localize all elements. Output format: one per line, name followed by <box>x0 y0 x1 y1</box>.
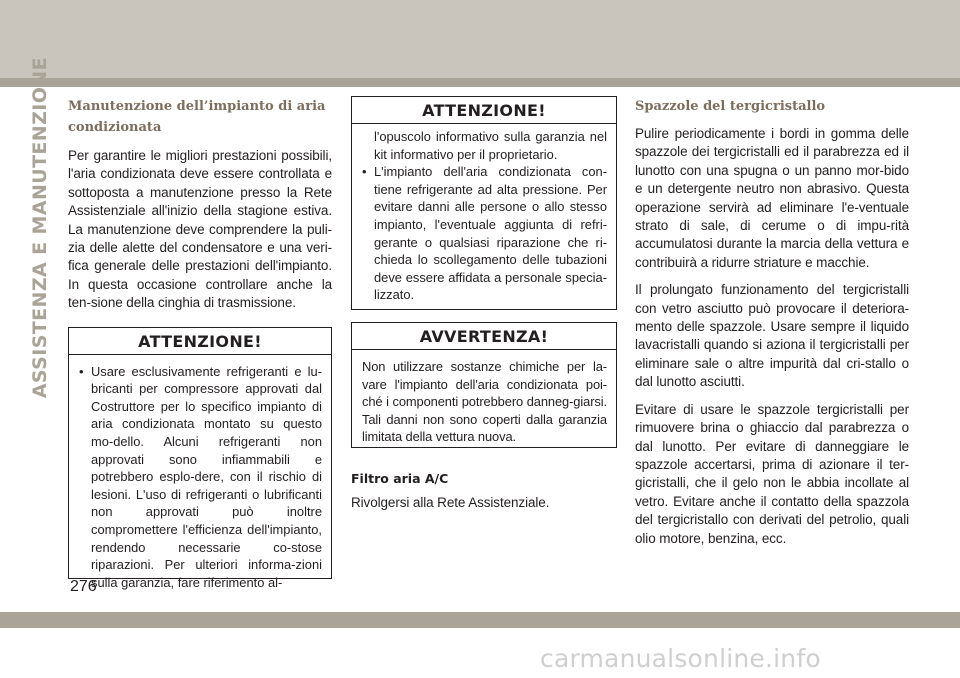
section-side-tab-label: ASSISTENZA E MANUTENZIONE <box>29 56 51 398</box>
bullet-icon: • <box>362 164 367 180</box>
warning-box-2-title: ATTENZIONE! <box>352 97 616 124</box>
wiper-heading: Spazzole del tergicristallo <box>635 99 826 114</box>
caution-text: Non utilizzare sostanze chimiche per la-vare l'impianto dell'aria condizionata poi-ché i componenti potrebbero danneg-giarsi. Tali danni non sono coperti dalla garanzia limitata della vettura nuova. <box>362 359 607 445</box>
section-side-tab <box>29 56 51 398</box>
wiper-paragraph-1: Pulire periodicamente i bordi in gomma delle spazzole dei tergicristalli ed il parabrezza ed il lunotto con una spugna o un panno mor-bido e un detergente neutro non abrasivo. Questa operazione servirà ad eliminare l'e-ventuale strato di sale, di cerume o di impu-rità accumulatosi durante la marcia della vettura e contribuirà a ridurre striature e macchie. <box>635 126 909 270</box>
warning-continuation-text: l'opuscolo informativo sulla garanzia nel kit informativo per il proprietario. <box>374 129 607 162</box>
warning-continuation <box>362 128 607 163</box>
wiper-paragraph-2: Il prolungato funzionamento del tergicristalli con vetro asciutto può provocare il deteriora-mento delle spazzole. Usare sempre il liquido lavacristalli quando si aziona il tergicristalli per eliminare sale o altre impurità dal cri-stallo o dal lunotto asciutti. <box>635 282 909 390</box>
warning-box-2-body <box>352 124 616 311</box>
bullet-icon: • <box>79 363 84 379</box>
warning-bullet <box>362 163 607 304</box>
ac-filter-heading: Filtro aria A/C <box>351 471 449 486</box>
warning-box-1-title: ATTENZIONE! <box>69 328 331 355</box>
footer-rule <box>0 612 960 628</box>
page-number: 276 <box>70 578 97 595</box>
column-middle <box>351 96 617 521</box>
warning-box-2 <box>351 96 617 310</box>
warning-bullet-text: Usare esclusivamente refrigeranti e lu-bricanti per compressore approvati dal Costruttore per lo specifico impianto di aria condizionata montato su questo mo-dello. Alcuni refrigeranti non approvati sono infiammabili e potrebbero esplo-dere, con il rischio di lesioni. L'uso di refrigeranti o lubrificanti non approvati può inoltre compromettere l'efficienza dell'impianto, rendendo necessarie co-stose riparazioni. Per ulteriori informa-zioni sulla garanzia, fare riferimento al- <box>91 363 322 590</box>
wiper-paragraph-3: Evitare di usare le spazzole tergicristalli per rimuovere brina o ghiaccio dal parabrezza o dal lunotto. Per evitare di danneggiare le spazzole accertarsi, prima di azionare il ter-gicristalli, che il gelo non le abbia incollate al vetro. Evitare anche il contatto della spazzola del tergicristallo con derivati del petrolio, quali olio motore, benzina, ecc. <box>635 401 909 546</box>
column-right <box>635 96 909 557</box>
ac-maintenance-paragraph: Per garantire le migliori prestazioni possibili, l'aria condizionata deve essere controllata e sottoposta a manutenzione presso la Rete Assistenziale all'inizio della stagione estiva. La manutenzione deve comprendere la puli-zia delle alette del condensatore e una veri-fica generale delle prestazioni dell'impianto. In questa occasione controllare anche la ten-sione della cinghia di trasmissione. <box>68 148 332 311</box>
warning-bullet-text: L'impianto dell'aria condizionata con-tiene refrigerante ad alta pressione. Per evitare danni alle persone o allo stesso impianto, l'eventuale aggiunta di refri-gerante o qualsiasi riparazione che ri-chieda lo scollegamento delle tubazioni deve essere affidata a personale specia-lizzato. <box>374 164 607 303</box>
caution-box-body <box>352 350 616 453</box>
header-band <box>0 0 960 78</box>
warning-bullet <box>79 363 322 592</box>
header-rule <box>0 78 960 87</box>
warning-box-1-body <box>69 355 331 599</box>
caution-box-title: AVVERTENZA! <box>352 323 616 350</box>
ac-filter-text: Rivolgersi alla Rete Assistenziale. <box>351 495 550 510</box>
ac-maintenance-heading: Manutenzione dell’impianto di aria condizionata <box>68 99 326 135</box>
caution-box <box>351 322 617 448</box>
watermark: carmanualsonline.info <box>540 644 821 673</box>
